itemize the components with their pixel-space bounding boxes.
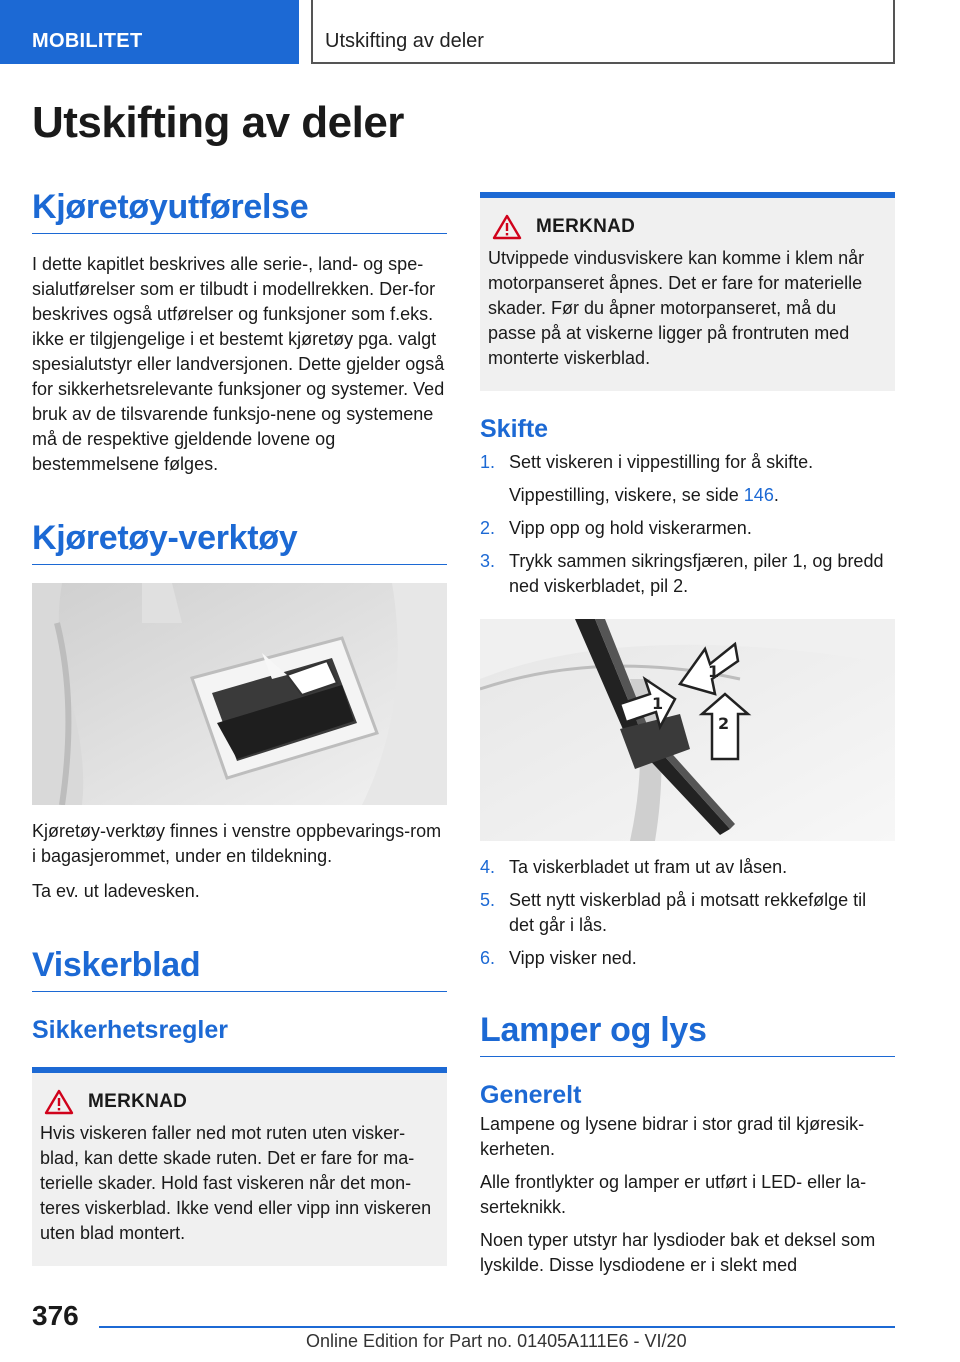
- footer-divider: [99, 1326, 895, 1328]
- list-item: [480, 946, 895, 971]
- steps-list-a: [480, 450, 895, 475]
- note-label: MERKNAD: [536, 216, 636, 237]
- warning-triangle-icon: [44, 1089, 74, 1115]
- heading-vehicle-toolkit: Kjøretøy-verktøy: [32, 519, 447, 565]
- footer-edition: Online Edition for Part no. 01405A111E6 - VI/20: [306, 1331, 687, 1351]
- page-title: Utskifting av deler: [32, 98, 404, 147]
- page-link-146[interactable]: 146: [743, 485, 774, 505]
- heading-vehicle-variant: Kjøretøyutførelse: [32, 188, 447, 234]
- heading-lamps-lights: Lamper og lys: [480, 1011, 895, 1057]
- paragraph-toolkit-charging: Ta ev. ut ladevesken.: [32, 881, 200, 901]
- heading-general: Generelt: [480, 1081, 582, 1109]
- note-text: Hvis viskeren faller ned mot ruten uten visker-blad, kan dette skade ruten. Det er fare for ma-terielle skader. Hold fast viskeren når det mon-teres viskerblad. Ikke vend eller vipp inn viskeren uten blad montert.: [40, 1123, 432, 1243]
- list-item: [480, 888, 895, 938]
- svg-text:1: 1: [708, 662, 720, 681]
- step-text: Ta viskerbladet ut fram ut av låsen.: [509, 857, 788, 877]
- step-text: Sett viskeren i vippestilling for å skifte.: [509, 452, 814, 472]
- paragraph-toolkit-location: Kjøretøy-verktøy finnes i venstre oppbevarings-rom i bagasjerommet, under en tildekning.: [32, 821, 442, 866]
- list-item: [480, 855, 895, 880]
- right-column: [480, 192, 895, 1278]
- note-label: MERKNAD: [88, 1091, 188, 1112]
- step-number: 5.: [480, 890, 496, 910]
- step-text: Vipp visker ned.: [509, 948, 637, 968]
- step-number: 3.: [480, 551, 496, 571]
- paragraph-vehicle-variant: I dette kapitlet beskrives alle serie-, land- og spe-sialutførelser som er tilbudt i modellrekken. Der-for beskrives også utførelser og funksjoner som f.eks. ikke er tilgjengelige i et bestemt kjøretøy pga. valgt spesialutstyr eller landversjonen. Dette gjelder også for sikkerhetsrelevante funksjoner og systemer. Ved bruk av de tilsvarende funksjo-nene og systemene må de respektive gjeldende lovene og bestemmelsene følges.: [32, 254, 445, 474]
- list-item: [480, 516, 895, 541]
- step-number: 6.: [480, 948, 496, 968]
- warning-triangle-icon: [492, 214, 522, 240]
- chapter-title: Utskifting av deler: [311, 0, 895, 64]
- svg-text:1: 1: [652, 694, 664, 713]
- step-number: 1.: [480, 452, 496, 472]
- list-item: [480, 549, 895, 599]
- step-text: Vipp opp og hold viskerarmen.: [509, 518, 752, 538]
- heading-safety-rules: Sikkerhetsregler: [32, 1016, 228, 1044]
- step-1-subtext: Vippestilling, viskere, se side 146.: [509, 485, 779, 505]
- heading-wiper-blade: Viskerblad: [32, 946, 447, 992]
- paragraph-general-1: Lampene og lysene bidrar i stor grad til kjøresik-kerheten.: [480, 1114, 865, 1159]
- steps-list-c: [480, 855, 895, 971]
- svg-text:2: 2: [718, 714, 730, 733]
- steps-list-b: [480, 516, 895, 599]
- step-number: 4.: [480, 857, 496, 877]
- note-text: Utvippede vindusviskere kan komme i klem når motorpanseret åpnes. Det er fare for materielle skader. Før du åpner motorpanseret, må du passe på at viskerne ligger på frontruten med monterte viskerblad.: [488, 248, 865, 368]
- list-item: [480, 450, 895, 475]
- page-number: 376: [32, 1300, 79, 1331]
- wiper-photo: [480, 619, 895, 841]
- step-text: Trykk sammen sikringsfjæren, piler 1, og bredd ned viskerbladet, pil 2.: [509, 551, 884, 596]
- note-box-hood: [480, 192, 895, 391]
- section-tab[interactable]: MOBILITET: [0, 0, 299, 64]
- left-column: [32, 188, 447, 1266]
- note-box-wiper: [32, 1067, 447, 1266]
- heading-replace: Skifte: [480, 415, 549, 443]
- step-text: Sett nytt viskerblad på i motsatt rekkefølge til det går i lås.: [509, 890, 867, 935]
- paragraph-general-2: Alle frontlykter og lamper er utført i LED- eller la-serteknikk.: [480, 1172, 867, 1217]
- step-number: 2.: [480, 518, 496, 538]
- toolkit-photo: [32, 583, 447, 805]
- paragraph-general-3: Noen typer utstyr har lysdioder bak et deksel som lyskilde. Disse lysdiodene er i slekt med: [480, 1230, 876, 1275]
